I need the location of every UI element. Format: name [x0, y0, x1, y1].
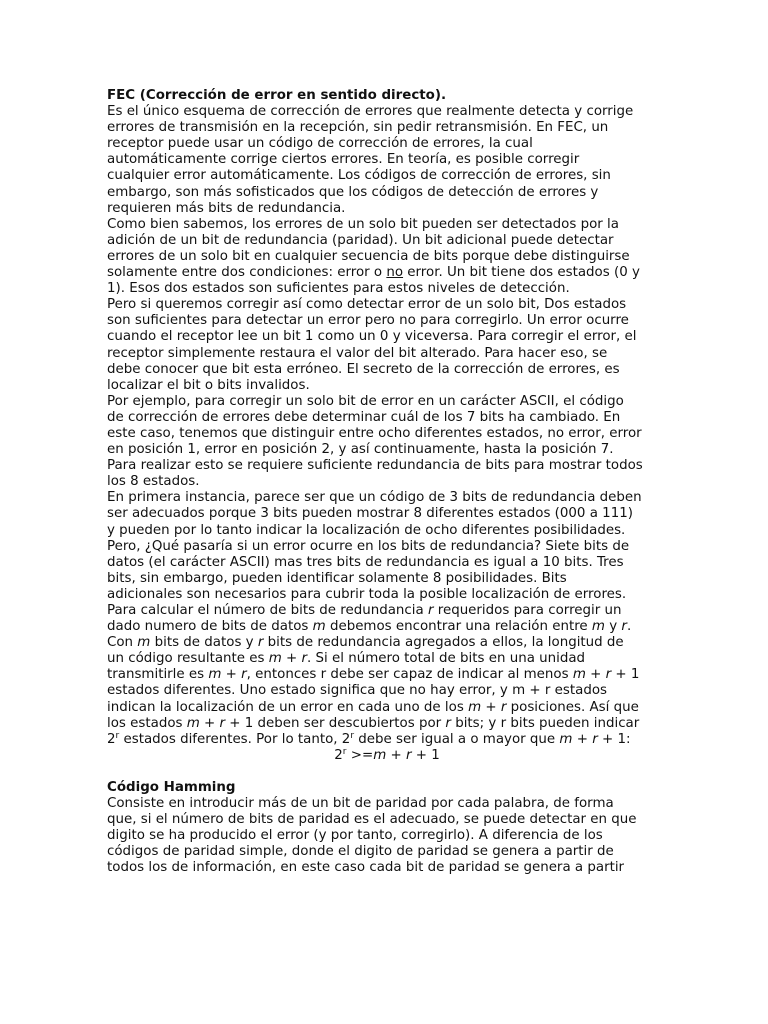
text-line: Por ejemplo, para corregir un solo bit de error en un carácter ASCII, el código — [107, 393, 624, 409]
text-line: datos (el carácter ASCII) mas tres bits de redundancia es igual a 10 bits. Tres — [107, 554, 624, 570]
text-line: embargo, son más sofisticados que los códigos de detección de errores y — [107, 184, 599, 200]
text-line: códigos de paridad simple, donde el digito de paridad se genera a partir de — [107, 844, 614, 860]
text-fragment: + 1 — [411, 747, 440, 763]
text-fragment: los estados — [107, 715, 187, 731]
text-line: errores de transmisión en la recepción, sin pedir retransmisión. En FEC, un — [107, 120, 609, 136]
text-fragment: + 1 — [611, 667, 640, 683]
text-line: errores de un solo bit en cualquier secuencia de bits porque debe distinguirse — [107, 248, 630, 264]
math-var: m + r — [559, 731, 598, 747]
text-line: automáticamente corrige ciertos errores. En teoría, es posible corregir — [107, 152, 580, 168]
text-line — [107, 732, 667, 748]
text-line: localizar el bit o bits invalidos. — [107, 377, 310, 393]
math-var: r — [427, 603, 434, 618]
text-line: y pueden por lo tanto indicar la localización de ocho diferentes posibilidades. — [107, 522, 626, 538]
document-page — [107, 88, 667, 877]
text-line: bits, sin embargo, pueden identificar solamente 8 posibilidades. Bits — [107, 570, 567, 586]
text-fragment: un código resultante es — [107, 651, 269, 667]
text-fragment: debemos encontrar una relación entre — [325, 619, 592, 635]
text-line — [107, 603, 667, 619]
underlined-word: no — [386, 265, 404, 281]
text-line: son suficientes para detectar un error pero no para corregirlo. Un error ocurre — [107, 313, 629, 329]
text-fragment: indican la localización de un error en cada uno de los — [107, 699, 469, 715]
math-var: r — [621, 619, 627, 635]
text-fragment: + 1: — [597, 731, 631, 747]
math-var: m — [312, 619, 326, 635]
math-var: r — [445, 715, 451, 731]
text-line: los 8 estados. — [107, 474, 200, 490]
text-fragment: transmitirle es — [107, 667, 209, 683]
text-fragment: solamente entre dos condiciones: error o — [107, 265, 387, 281]
text-fragment: , entonces r debe ser capaz de indicar al menos — [246, 667, 573, 683]
text-fragment: bits de datos y — [150, 635, 258, 651]
text-fragment: Con — [107, 635, 138, 651]
text-line: cualquier error automáticamente. Los códigos de corrección de errores, sin — [107, 168, 611, 184]
text-line: cuando el receptor lee un bit 1 como un 0 y viceversa. Para corregir el error, el — [107, 329, 637, 345]
text-line: Como bien sabemos, los errores de un solo bit pueden ser detectados por la — [107, 216, 619, 232]
text-line: En primera instancia, parece ser que un código de 3 bits de redundancia deben — [107, 490, 642, 506]
math-var: m + r — [572, 667, 612, 683]
math-var: m + r — [208, 667, 247, 683]
math-var: m + r — [186, 715, 226, 731]
text-line: digito se ha producido el error (y por tanto, corregirlo). A diferencia de los — [107, 828, 603, 844]
text-fragment: 2 — [107, 731, 116, 747]
math-var: m — [137, 635, 151, 651]
text-line — [107, 716, 667, 732]
text-fragment: dado numero de bits de datos — [107, 619, 313, 635]
text-fragment: . — [626, 619, 632, 635]
text-line: requieren más bits de redundancia. — [107, 200, 346, 216]
heading-hamming: Código Hamming — [107, 779, 236, 795]
text-fragment: posiciones. Así que — [506, 699, 639, 715]
text-line: que, si el número de bits de paridad es el adecuado, se puede detectar en que — [107, 812, 637, 828]
formula — [107, 748, 667, 764]
text-line: debe conocer que bit esta erróneo. El secreto de la corrección de errores, es — [107, 361, 620, 377]
text-fragment: Para calcular el número de bits de redundancia — [107, 603, 428, 618]
paragraph-gap — [107, 764, 667, 780]
text-line: de corrección de errores debe determinar cuál de los 7 bits ha cambiado. En — [107, 409, 621, 425]
text-fragment: >= — [346, 747, 374, 763]
superscript: r — [350, 730, 355, 741]
superscript: r — [342, 746, 347, 757]
text-line: ser adecuados porque 3 bits pueden mostrar 8 diferentes estados (000 a 111) — [107, 506, 633, 522]
math-var: m — [591, 619, 605, 635]
text-line — [107, 635, 667, 651]
text-fragment: . Si el número total de bits en una unidad — [307, 651, 586, 667]
text-fragment: bits de redundancia agregados a ellos, la longitud de — [263, 635, 624, 651]
text-line — [107, 700, 667, 716]
text-fragment: + 1 deben ser descubiertos por — [225, 715, 446, 731]
text-line — [107, 651, 667, 667]
math-var: m + r — [373, 747, 412, 763]
text-line: adicionales son necesarios para cubrir toda la posible localización de errores. — [107, 586, 627, 602]
text-fragment: error. Un bit tiene dos estados (0 y — [403, 265, 640, 281]
text-line: 1). Esos dos estados son suficientes para estos niveles de detección. — [107, 281, 570, 297]
text-line: Consiste en introducir más de un bit de paridad por cada palabra, de forma — [107, 796, 614, 812]
text-line: estados diferentes. Uno estado significa que no hay error, y m + r estados — [107, 683, 607, 699]
text-line — [107, 619, 667, 635]
text-line: en posición 1, error en posición 2, y así continuamente, hasta la posición 7. — [107, 442, 614, 458]
text-fragment: bits; y r bits pueden indicar — [450, 715, 640, 731]
text-fragment: y — [604, 619, 622, 635]
text-line: este caso, tenemos que distinguir entre ocho diferentes estados, no error, error — [107, 425, 642, 441]
text-line: Para realizar esto se requiere suficiente redundancia de bits para mostrar todos — [107, 458, 643, 474]
math-var: m + r — [268, 651, 308, 667]
heading-fec: FEC (Corrección de error en sentido directo). — [107, 88, 447, 103]
text-fragment: estados diferentes. Por lo tanto, 2 — [119, 731, 351, 747]
text-line: Pero si queremos corregir así como detectar error de un solo bit, Dos estados — [107, 297, 627, 313]
text-fragment: requeridos para corregir un — [433, 603, 622, 618]
text-line — [107, 265, 667, 281]
text-line — [107, 667, 667, 683]
text-line: Es el único esquema de corrección de errores que realmente detecta y corrige — [107, 104, 634, 120]
text-line: adición de un bit de redundancia (paridad). Un bit adicional puede detectar — [107, 232, 614, 248]
math-var: r — [257, 635, 264, 651]
math-var: m + r — [468, 699, 507, 715]
text-line: todos los de información, en este caso cada bit de paridad se genera a partir — [107, 860, 625, 876]
superscript: r — [115, 730, 120, 741]
text-fragment: 2 — [334, 747, 343, 763]
text-line: Pero, ¿Qué pasaría si un error ocurre en los bits de redundancia? Siete bits de — [107, 538, 630, 554]
text-fragment: debe ser igual a o mayor que — [354, 731, 560, 747]
text-line: receptor simplemente restaura el valor del bit alterado. Para hacer eso, se — [107, 345, 608, 361]
text-line: receptor puede usar un código de corrección de errores, la cual — [107, 136, 533, 152]
